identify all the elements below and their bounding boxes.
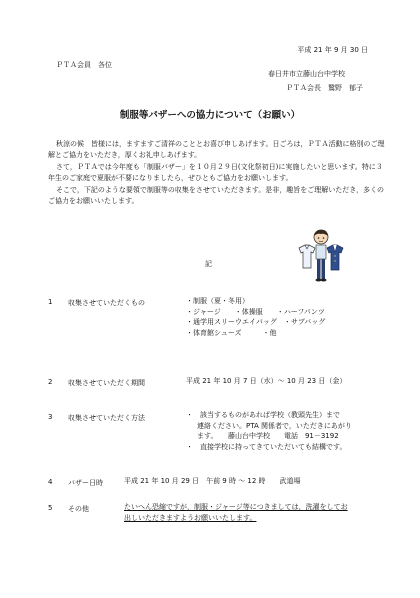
paragraph-bazaar-announcement: さて，ＰＴＡでは今年度も「制服バザー」を１０月２９日(文化祭初日)に実施したいと思います。特に３年生のご家庭で夏服が不要になりましたら，ぜひともご協力をお願いします。 bbox=[48, 162, 383, 183]
item-label-collection-period: 収集させていただく期間 bbox=[68, 379, 145, 387]
notice-heading: 記 bbox=[205, 260, 212, 268]
paragraph-request: そこで，下記のような要領で制服等の収集をさせていただきます。是非，趣旨をご理解いただき，多くのご協力をお願いいたします。 bbox=[48, 185, 385, 206]
list-item: たいへん恐縮ですが，制服・ジャージ等につきましては，洗濯をしてお bbox=[124, 503, 348, 511]
list-item: 連絡ください。PTA 関係者で，いただきにあがり bbox=[197, 421, 352, 430]
item-number: 2 bbox=[48, 378, 53, 386]
item-label-collection-method: 収集させていただく方法 bbox=[68, 414, 145, 422]
list-item: 出しいただきますようお願いいたします。 bbox=[124, 513, 257, 522]
person-holding-uniforms-illustration bbox=[297, 228, 345, 290]
item-content-bazaar-datetime bbox=[124, 476, 301, 487]
item-number: 5 bbox=[48, 504, 53, 512]
item-number: 4 bbox=[48, 478, 53, 486]
list-item: ます。 藤山台中学校 電話 91－3192 bbox=[197, 432, 339, 440]
document-date: 平成 21 年 9 月 30 日 bbox=[297, 46, 368, 54]
list-item: ・ 該当するものがあれば学校（教頭先生）まで bbox=[186, 411, 340, 419]
item-content-other bbox=[124, 502, 348, 523]
document-title: 制服等バザーへの協力について（お願い） bbox=[119, 110, 301, 121]
item-label-other: その他 bbox=[68, 505, 89, 513]
list-item: ・制服（夏・冬用） bbox=[186, 297, 249, 305]
item-number: 3 bbox=[48, 413, 53, 421]
school-name: 春日井市立藤山台中学校 bbox=[268, 70, 345, 78]
recipient-line: ＰＴＡ会員 各位 bbox=[56, 61, 112, 69]
item-content-collected-items bbox=[186, 296, 325, 338]
body-text bbox=[48, 139, 388, 207]
item-label-collected-items: 収集させていただくもの bbox=[68, 299, 145, 307]
list-item: ・体育館シューズ ・他 bbox=[186, 328, 277, 337]
item-label-bazaar-datetime: バザー日時 bbox=[68, 479, 103, 487]
item-number: 1 bbox=[48, 298, 53, 306]
list-item: ・ジャージ ・体操服 ・ハーフパンツ bbox=[186, 307, 325, 316]
list-item: 平成 21 年 10 月 29 日 午前 9 時 ～ 12 時 武道場 bbox=[124, 477, 301, 485]
item-content-collection-period bbox=[186, 376, 346, 387]
list-item: 平成 21 年 10 月 7 日（水）～ 10 月 23 日（金） bbox=[186, 377, 347, 385]
list-item: ・通学用スリーウエイバッグ ・サブバッグ bbox=[186, 318, 326, 326]
item-content-collection-method bbox=[186, 410, 352, 452]
list-item: ・ 直接学校に持ってきていただいても結構です。 bbox=[186, 442, 347, 451]
sender-name: ＰＴＡ会長 鷲野 郁子 bbox=[286, 84, 363, 92]
paragraph-greeting: 秋涼の候 皆様には，ますますご清祥のこととお喜び申しあげます。日ごろは，ＰＴＡ活動に格別のご理解とご協力をいただき，厚くお礼申しあげます。 bbox=[48, 140, 385, 160]
